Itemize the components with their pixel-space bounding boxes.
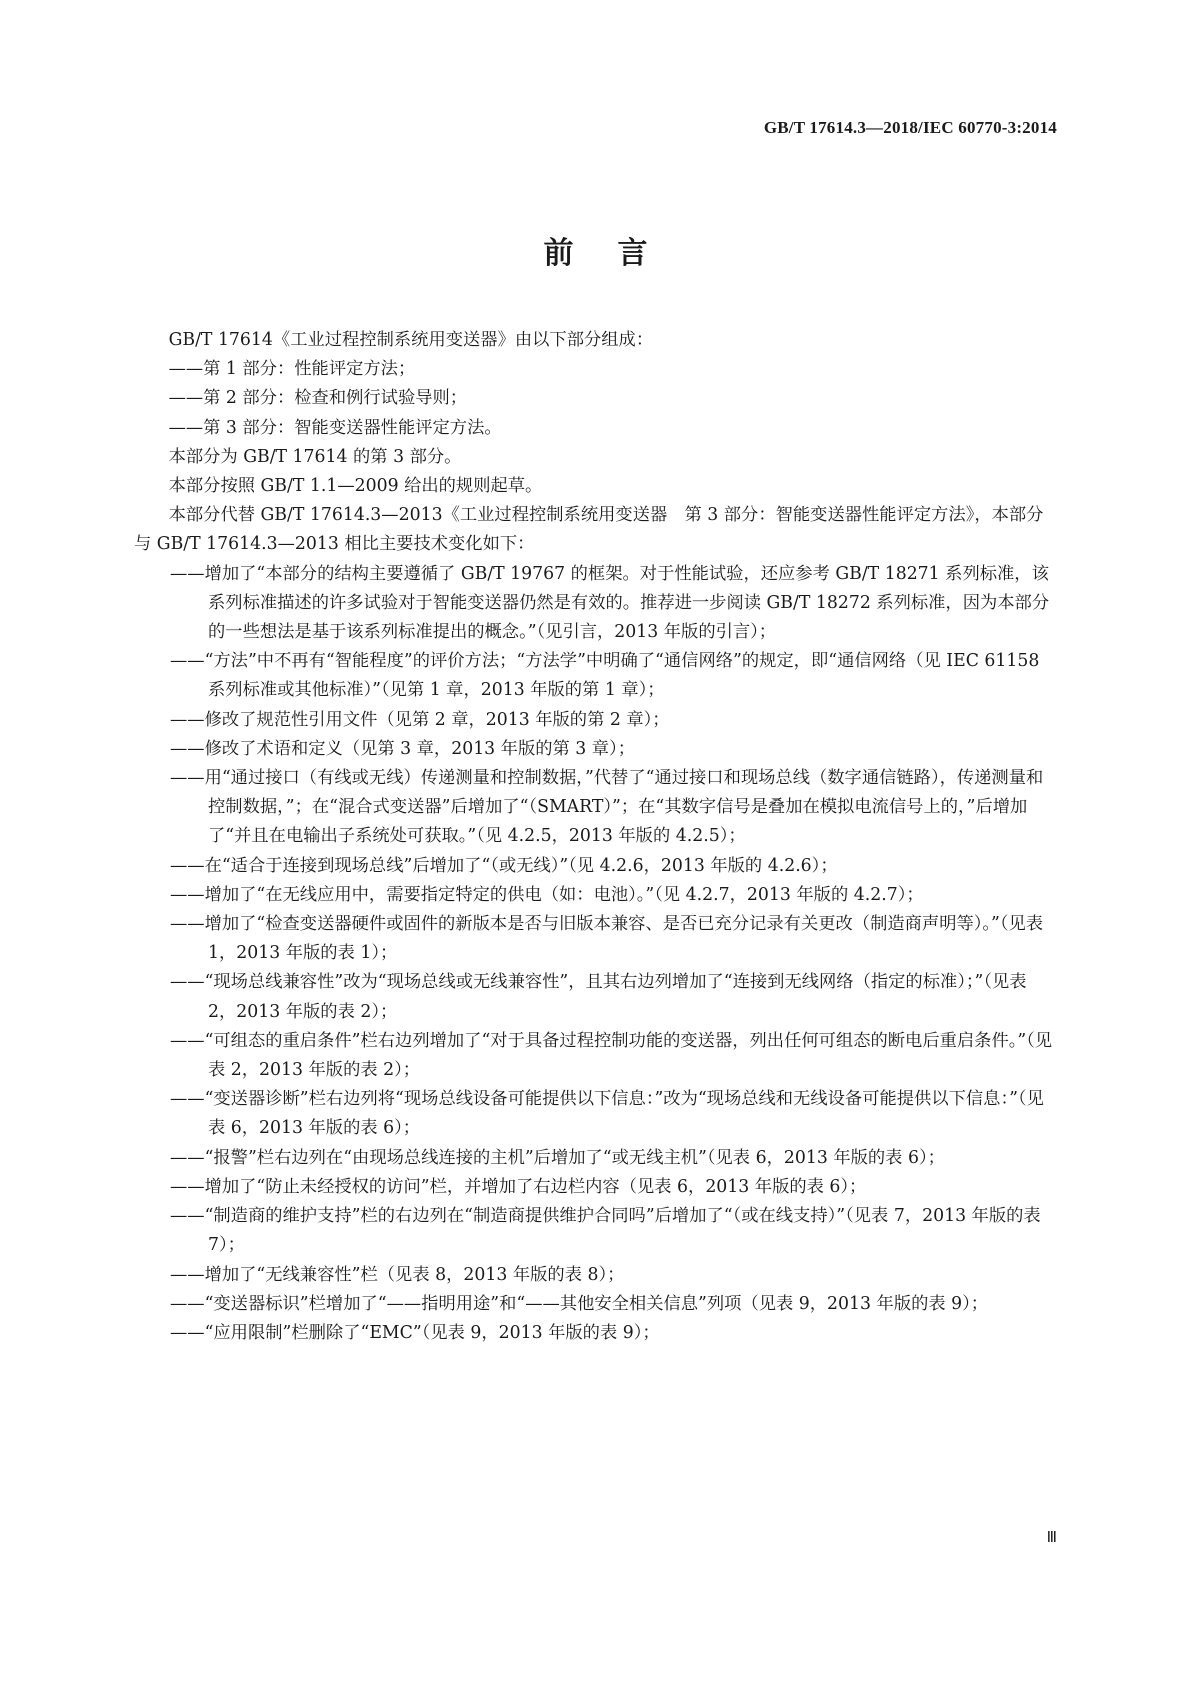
change-item: ——增加了“无线兼容性”栏（见表 8，2013 年版的表 8）； (170, 1264, 625, 1285)
part-paragraph: 本部分为 GB/T 17614 的第 3 部分。 (168, 446, 462, 467)
change-item: ——“可组态的重启条件”栏右边列增加了“对于具备过程控制功能的变送器，列出任何可组态的断电后重启条件。”（见表 2，2013 年版的表 2）； (170, 1030, 1053, 1081)
change-item: ——增加了“检查变送器硬件或固件的新版本是否与旧版本兼容、是否已充分记录有关更改（制造商声明等）。”（见表 1，2013 年版的表 1）； (170, 914, 1044, 964)
change-item: ——“变送器标识”栏增加了“——指明用途”和“——其他安全相关信息”列项（见表 9，2013 年版的表 9）； (170, 1293, 989, 1314)
foreword-body (134, 326, 1058, 1348)
page-number: Ⅲ (1046, 1530, 1057, 1546)
change-item: ——增加了“防止未经授权的访问”栏，并增加了右边栏内容（见表 6，2013 年版的表 6）； (170, 1176, 867, 1197)
change-item: ——在“适合于连接到现场总线”后增加了“（或无线）”（见 4.2.6，2013 年版的 4.2.6）； (170, 855, 838, 876)
part-item: ——第 3 部分：智能变送器性能评定方法。 (168, 417, 502, 438)
replace-paragraph: 本部分代替 GB/T 17614.3—2013《工业过程控制系统用变送器 第 3 部分：智能变送器性能评定方法》，本部分与 GB/T 17614.3—2013 相比主要技术变化如下： (134, 505, 1044, 555)
rules-paragraph: 本部分按照 GB/T 1.1—2009 给出的规则起草。 (168, 476, 543, 497)
change-item: ——“变送器诊断”栏右边列将“现场总线设备可能提供以下信息：”改为“现场总线和无线设备可能提供以下信息：”（见表 6，2013 年版的表 6）； (170, 1089, 1044, 1139)
change-item: ——“应用限制”栏删除了“EMC”（见表 9，2013 年版的表 9）； (170, 1322, 660, 1343)
change-item: ——“报警”栏右边列在“由现场总线连接的主机”后增加了“或无线主机”（见表 6，2013 年版的表 6）； (170, 1147, 945, 1168)
part-item: ——第 2 部分：检查和例行试验导则； (168, 388, 468, 409)
change-item: ——“方法”中不再有“智能程度”的评价方法；“方法学”中明确了“通信网络”的规定，即“通信网络（见 IEC 61158 系列标准或其他标准）”（见第 1 章，2013 年版的第 1 章）； (170, 651, 1040, 701)
change-item: ——修改了术语和定义（见第 3 章，2013 年版的第 3 章）； (170, 738, 635, 759)
part-item: ——第 1 部分：性能评定方法； (168, 359, 416, 380)
standard-number-header: GB/T 17614.3—2018/IEC 60770-3:2014 (763, 118, 1057, 137)
change-item: ——增加了“本部分的结构主要遵循了 GB/T 19767 的框架。对于性能试验，还应参考 GB/T 18271 系列标准，该系列标准描述的许多试验对于智能变送器仍然是有效的。推荐进一步阅读 GB/T 18272 系列标准，因为本部分的一些想法是基于该系列标准提出的概念。”（见引言，2013 年版的引言）； (170, 563, 1050, 643)
change-item: ——“制造商的维护支持”栏的右边列在“制造商提供维护合同吗”后增加了“（或在线支持）”（见表 7，2013 年版的表 7）； (170, 1206, 1041, 1256)
change-item: ——用“通过接口（有线或无线）传递测量和控制数据，”代替了“通过接口和现场总线（数字通信链路），传递测量和控制数据，”；在“混合式变送器”后增加了“（SMART）”；在“其数字信号是叠加在模拟电流信号上的，”后增加了“并且在电输出子系统处可获取。”（见 4.2.5，2013 年版的 4.2.5）； (170, 768, 1044, 847)
change-item: ——修改了规范性引用文件（见第 2 章，2013 年版的第 2 章）； (170, 709, 670, 730)
page-title: 前言 (543, 236, 692, 271)
change-item: ——“现场总线兼容性”改为“现场总线或无线兼容性”，且其右边列增加了“连接到无线网络（指定的标准）；”（见表 2，2013 年版的表 2）； (170, 972, 1027, 1022)
intro-paragraph: GB/T 17614《工业过程控制系统用变送器》由以下部分组成： (168, 330, 654, 350)
change-item: ——增加了“在无线应用中，需要指定特定的供电（如：电池）。”（见 4.2.7，2013 年版的 4.2.7）； (170, 884, 924, 905)
